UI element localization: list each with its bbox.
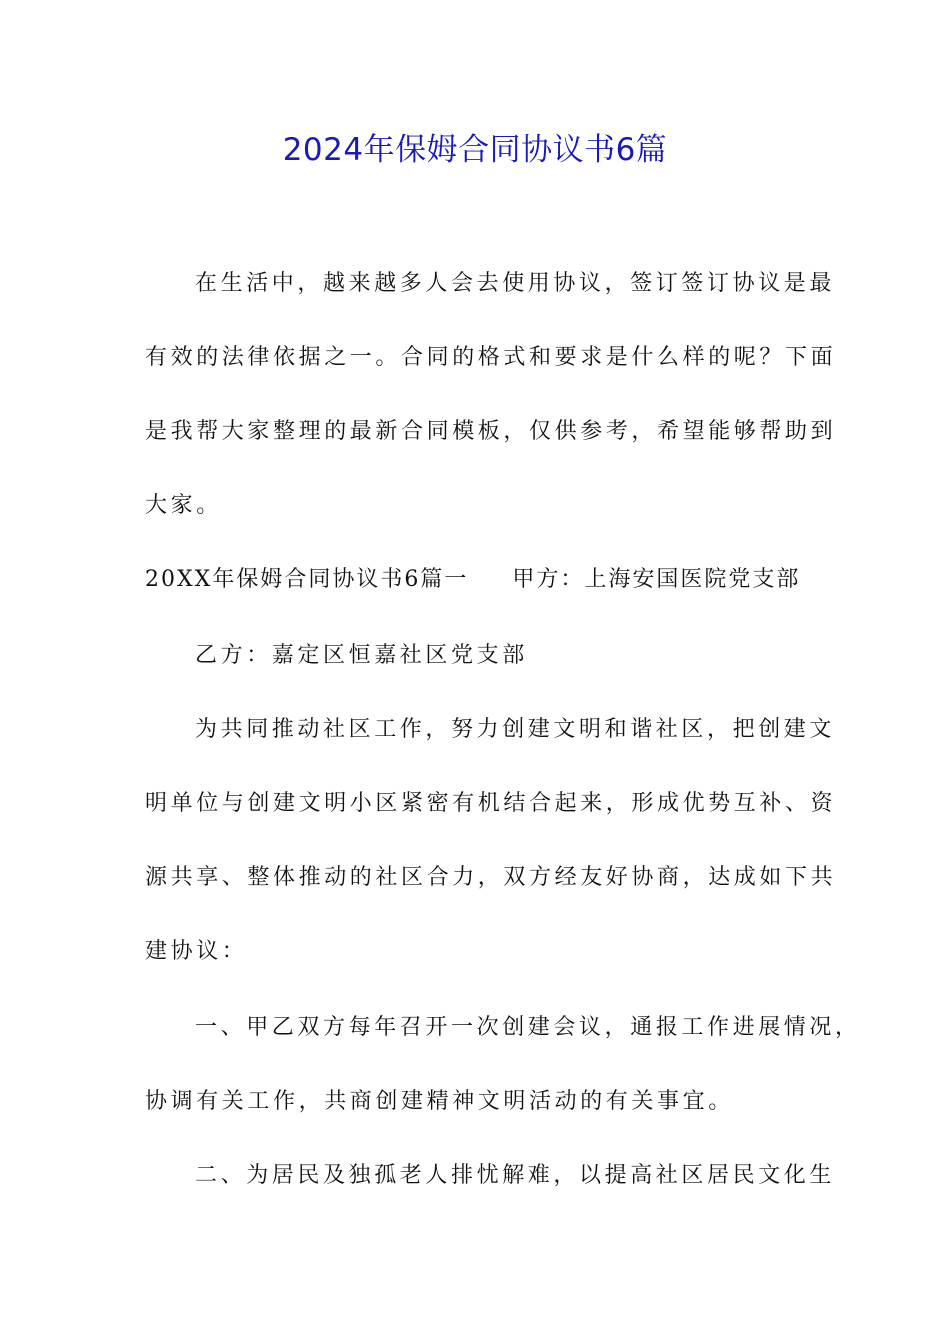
paragraph-line: 一、甲乙双方每年召开一次创建会议，通报工作进展情况， <box>195 1015 861 1040</box>
document-title: 2024年保姆合同协议书6篇 <box>282 132 668 168</box>
paragraph-line: 是我帮大家整理的最新合同模板，仅供参考，希望能够帮助到 <box>145 419 837 444</box>
paragraph-line: 二、为居民及独孤老人排忧解难，以提高社区居民文化生 <box>195 1163 836 1188</box>
section-heading-line <box>145 564 825 596</box>
section-heading: 20XX年保姆合同协议书6篇一 <box>145 567 469 592</box>
paragraph-line: 协调有关工作，共商创建精神文明活动的有关事宜。 <box>145 1089 734 1114</box>
paragraph-line: 源共享、整体推动的社区合力，双方经友好协商，达成如下共 <box>145 865 837 890</box>
paragraph-line: 为共同推动社区工作，努力创建文明和谐社区，把创建文 <box>195 717 836 742</box>
party-a: 甲方：上海安国医院党支部 <box>512 567 801 592</box>
paragraph-line: 在生活中，越来越多人会去使用协议，签订签订协议是最 <box>195 271 836 296</box>
paragraph-line: 大家。 <box>145 493 222 518</box>
party-b: 乙方：嘉定区恒嘉社区党支部 <box>195 643 528 668</box>
paragraph-line: 建协议： <box>145 939 248 964</box>
paragraph-line: 有效的法律依据之一。合同的格式和要求是什么样的呢？下面 <box>145 345 837 370</box>
paragraph-line: 明单位与创建文明小区紧密有机结合起来，形成优势互补、资 <box>145 791 837 816</box>
